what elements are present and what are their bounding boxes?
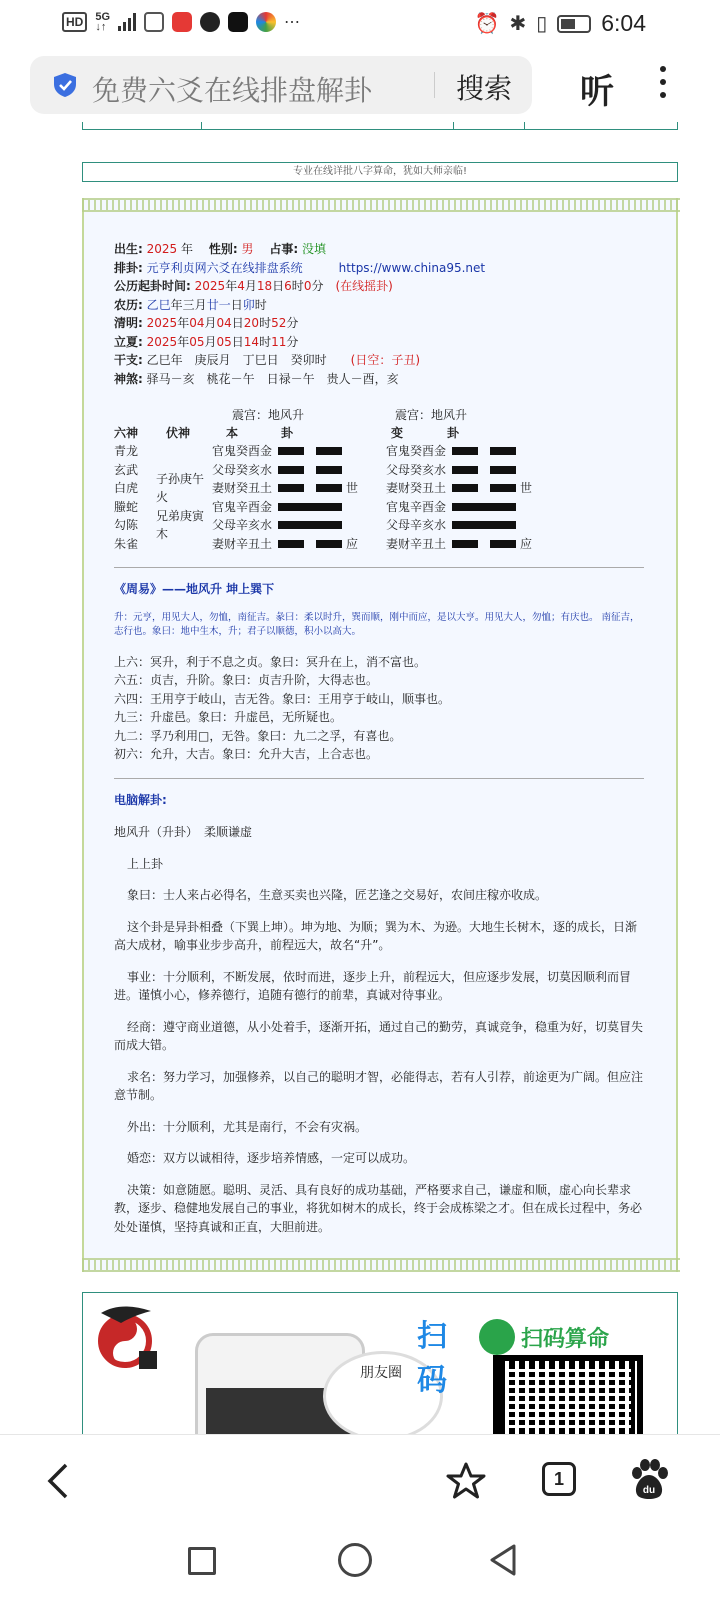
yang-line [278,503,342,511]
search-box[interactable] [30,56,532,114]
hexagram-grade: 上上卦 [127,856,164,871]
network-type [95,12,110,32]
browser-bottom-nav [0,1434,720,1600]
network-label: 5G [95,11,111,23]
home-button[interactable] [338,1543,372,1577]
qq-icon [200,12,220,32]
yang-line [452,521,516,529]
vibrate-icon: ▯ [536,13,548,35]
tabs-button[interactable]: 1 [542,1462,576,1496]
palace-changed: 震宫：地风升 [395,408,468,422]
gregorian-row: 公历起卦时间: 2025年4月18日6时0分 (在线摇卦) [114,279,393,293]
qr-title-text: 扫码算命 [521,1326,610,1352]
yin-line [452,447,516,455]
bookmark-star-icon[interactable] [446,1461,486,1501]
hexagram-line-row: 青龙 官鬼癸酉金 官鬼癸酉金 [114,442,644,461]
hexagram-header: 六神 伏神 本 卦 变 卦 [114,426,460,440]
yin-line [452,466,516,474]
shensha-row: 神煞: 驿马－亥 桃花－午 日禄－午 贵人－酉，亥 [114,371,399,386]
svg-text:du: du [642,1485,656,1496]
status-bar [0,0,720,50]
birth-row: 出生: 2025 年 性别: 男 占事: 没填 [114,242,326,256]
banner-alt-text[interactable]: 专业在线详批八字算命，犹如大师亲临! [292,166,467,177]
interpretation-paragraph: 象曰：士人来占必得名，生意买卖也兴隆，匠艺逢之交易好，农间庄稼亦收成。 [127,888,548,902]
divider [114,778,644,779]
signal-icon [118,13,136,31]
palace-row [114,406,644,424]
decorative-border-top [82,198,680,212]
hexagram-line-row: 白虎 子孙庚午火 妻财癸丑土 世 妻财癸丑土 世 [114,471,533,505]
search-button[interactable]: 搜索 [456,72,513,105]
yin-line [278,540,342,548]
yao-text: 初六：允升，大吉。象曰：允升大吉，上合志也。 [114,747,379,761]
yin-line [278,484,342,492]
tiktok-icon [228,12,248,32]
recent-apps-button[interactable] [188,1547,216,1575]
qr-ad-banner[interactable] [82,1292,678,1434]
interpretation-paragraph: 求名：努力学习，加强修养，以自己的聪明才智，必能得志，若有人引荐，前途更为广阔。但应注意节制。 [114,1069,644,1102]
hexagram-line-row: 朱雀 妻财辛丑土 应 妻财辛丑土 应 [114,536,533,551]
interpretation-paragraph: 婚恋：双方以诚相待，逐步培养情感，一定可以成功。 [127,1151,416,1165]
app-icon-3 [256,12,276,32]
system-link[interactable]: 元亨利贞网六爻在线排盘系统 [146,260,303,275]
ganzhi-row: 干支: 乙巳年 庚辰月 丁巳日 癸卯时 (日空：子丑) [114,353,421,367]
moments-label: 朋友圈 [360,1365,402,1381]
promo-banner-image[interactable] [82,162,678,182]
interpretation-paragraph: 经商：遵守商业道德，从小处着手，逐渐开拓，通过自己的勤劳，真诚竞争，稳重为好，切莫冒失而成大错。 [114,1019,644,1052]
system-back-icon[interactable] [488,1543,518,1577]
yin-line [278,447,342,455]
hexagram-line-row: 勾陈 兄弟庚寅木 父母辛亥水 父母辛亥水 [114,516,644,535]
result-content [114,240,644,1249]
dragon-logo-icon [91,1301,163,1373]
system-row: 排卦: 元亨利贞网六爻在线排盘系统 https://www.china95.net [114,260,486,275]
search-divider [434,72,435,98]
app-icon-2 [172,12,192,32]
zhouyi-title: 《周易》——地风升 坤上巽下 [114,582,275,596]
yao-text: 六四：王用亨于岐山，吉无咎。象曰：王用亨于岐山，顺事也。 [114,691,451,706]
clock: 6:04 [601,10,646,36]
interpretation-paragraph: 事业：十分顺利，不断发展，依时而进，逐步上升，前程远大，但应逐步发展，切莫因顺利而冒进。谨慎小心，修养德行，追随有德行的前辈，真诚对待事业。 [114,969,632,1002]
hexagram-line-row: 螣蛇 官鬼辛酉金 官鬼辛酉金 [114,498,644,517]
zhouyi-lines [114,653,644,764]
previous-table-bottom [82,122,678,130]
site-url-link[interactable]: https://www.china95.net [338,260,486,275]
more-notifications: ⋯ [284,14,301,31]
lixia-row: 立夏: 2025年05月05日14时11分 [114,334,299,349]
hexagram-table [114,442,644,553]
search-query[interactable]: 免费六爻在线排盘解卦 [92,74,373,107]
alarm-icon: ⏰ [474,13,500,35]
wechat-icon [479,1319,515,1355]
interpretation-title: 电脑解卦: [114,792,167,807]
yao-text: 九二：孚乃利用□，无咎。象曰：九二之孚，有喜也。 [114,728,402,743]
network-arrows: ↓↑ [95,21,107,33]
web-page[interactable] [0,122,720,1434]
yang-line [278,521,342,529]
qr-code-image[interactable] [493,1355,643,1434]
battery-icon [557,15,591,33]
yao-text: 上六：冥升，利于不息之贞。象曰：冥升在上，消不富也。 [114,654,427,669]
yao-text: 六五：贞吉，升阶。象曰：贞吉升阶，大得志也。 [114,673,379,687]
palace-main: 震宫：地风升 [232,408,305,422]
hexagram-line-row: 玄武 父母癸亥水 父母癸亥水 [114,461,644,480]
more-menu-icon[interactable] [660,66,668,105]
shield-icon [52,72,78,98]
yin-line [452,540,516,548]
hd-indicator: HD [62,12,87,32]
baidu-paw-icon[interactable] [628,1459,670,1501]
scan-label: 扫码 [417,1319,447,1398]
yin-line [278,466,342,474]
yin-line [452,484,516,492]
yao-text: 九三：升虚邑。象曰：升虚邑，无所疑也。 [114,710,343,724]
result-panel [82,198,678,1272]
hexagram-name: 地风升（升卦） 柔顺谦虚 [114,825,253,839]
yang-line [452,503,516,511]
back-arrow-icon[interactable] [44,1461,74,1501]
browser-top-bar [0,50,720,120]
qr-title [479,1317,655,1357]
interpretation-paragraph: 决策：如意随愿。聪明、灵活、具有良好的成功基础，严格要求自己，谦虚和顺，虚心向长辈求教，逐步、稳健地发展自己的事业，将犹如树木的成长，终于会成栋梁之才。但在成长过程中，务必处处谨慎，坚持真诚和正直，大胆前进。 [114,1182,643,1234]
interpretation-paragraph: 这个卦是异卦相叠（下巽上坤）。坤为地、为顺；巽为木、为逊。大地生长树木，逐的成长，日渐高大成材，喻事业步步高升，前程远大，故名“升”。 [114,919,638,952]
decorative-border-bottom [82,1258,680,1272]
listen-button[interactable]: 听 [580,72,614,112]
interpretation-paragraph: 外出：十分顺利，尤其是南行，不会有灾祸。 [127,1119,368,1134]
qingming-row: 清明: 2025年04月04日20时52分 [114,316,299,330]
lunar-row: 农历: 乙巳年三月廿一日卯时 [114,297,267,312]
divider [114,567,644,568]
bluetooth-icon: ✱ [509,13,527,35]
zhouyi-summary: 升：元亨，用见大人，勿恤，南征吉。彖曰：柔以时升，巽而顺，刚中而应，是以大亨。用见大人，勿恤；有庆也。 南征吉，志行也。象曰：地中生木，升；君子以顺德，积小以高大。 [114,611,640,637]
app-icon-1 [144,12,164,32]
